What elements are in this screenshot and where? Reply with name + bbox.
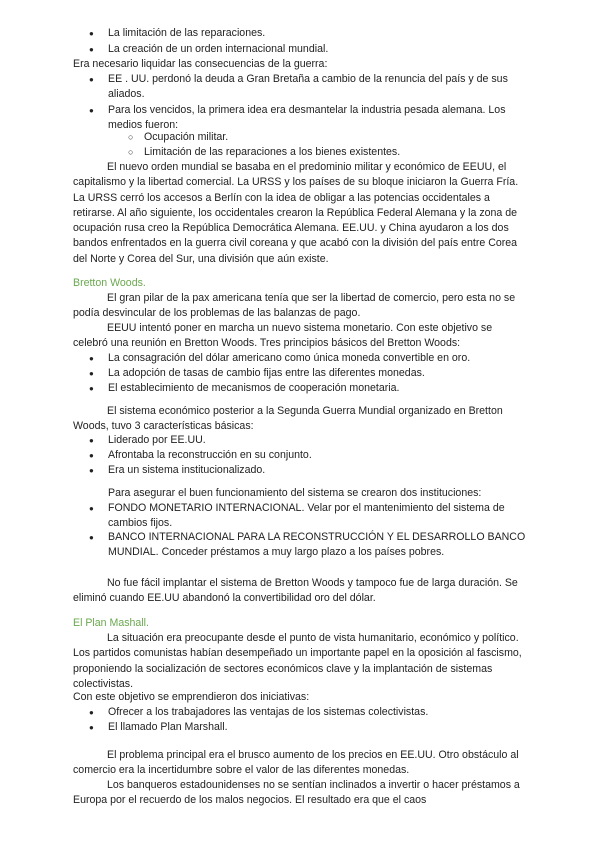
- initiative-bullet-ventajas: ● Ofrecer a los trabajadores las ventajas de los sistemas colectivistas.: [108, 705, 528, 720]
- characteristic-bullet-reconstruccion: ● Afrontaba la reconstrucción en su conjunto.: [108, 448, 528, 463]
- section-heading-plan-marshall: El Plan Mashall.: [73, 617, 149, 629]
- institution-bullet-banco-mundial: ● BANCO INTERNACIONAL PARA LA RECONSTRUCCIÓN Y EL DESARROLLO BANCO MUNDIAL. Conceder préstamos a muy largo plazo a los países pobres.: [108, 530, 528, 561]
- characteristic-bullet-institucionalizado: ● Era un sistema institucionalizado.: [108, 463, 528, 478]
- marshall-paragraph-2: El problema principal era el brusco aumento de los precios en EE.UU. Otro obstáculo al comercio era la incertidumbre sobre el valor de las diferentes monedas.: [73, 749, 519, 777]
- intro-bullet-reparaciones: ● La limitación de las reparaciones.: [108, 26, 528, 41]
- marshall-paragraph-3: Los banqueros estadounidenses no se sentían inclinados a invertir o hacer préstamos a Europa por el recuerdo de los malos negocios. El resultado era que el caos: [73, 779, 520, 807]
- war-consequences-intro: Era necesario liquidar las consecuencias de la guerra:: [73, 58, 328, 70]
- institutions-intro: Para asegurar el buen funcionamiento del sistema se crearon dos instituciones:: [108, 487, 482, 499]
- sub-bullet-ocupacion: ○ Ocupación militar.: [144, 130, 528, 145]
- bretton-paragraph-3: El sistema económico posterior a la Segunda Guerra Mundial organizado en Bretton Woods, tuvo 3 características básicas:: [73, 405, 503, 433]
- initiative-bullet-plan-marshall: ● El llamado Plan Marshall.: [108, 720, 528, 735]
- new-order-paragraph: El nuevo orden mundial se basaba en el predominio militar y económico de EEUU, el capitalismo y la libertad comercial. La URSS y los países de su bloque iniciaron la Guerra Fría. La URSS cerró los accesos a Berlín con la idea de obligar a las potencias occidentales a retirarse. Al año siguiente, los occidentales crearon la República Federal Alemana y la zona de ocupación rusa creo la República Democrática Alemana. EE.UU. y China ayudaron a los dos bandos enfrentados en la guerra civil coreana y que acabó con la división del país entre Corea del Norte y Corea del Sur, una división que aún existe.: [73, 161, 519, 265]
- principle-bullet-dolar: ● La consagración del dólar americano como única moneda convertible en oro.: [108, 351, 528, 366]
- sub-bullet-limitacion: ○ Limitación de las reparaciones a los bienes existentes.: [144, 145, 528, 160]
- bretton-paragraph-1: El gran pilar de la pax americana tenía que ser la libertad de comercio, pero esta no se podía desvincular de los problemas de las balanzas de pago.: [73, 292, 516, 320]
- principle-bullet-cooperacion: ● El establecimiento de mecanismos de cooperación monetaria.: [108, 381, 528, 396]
- initiatives-intro: Con este objetivo se emprendieron dos iniciativas:: [73, 691, 310, 703]
- war-bullet-deuda: ● EE . UU. perdonó la deuda a Gran Bretaña a cambio de la renuncia del país y de sus aliados.: [108, 72, 528, 103]
- bretton-paragraph-2: EEUU intentó poner en marcha un nuevo sistema monetario. Con este objetivo se celebró una reunión en Bretton Woods. Tres principios básicos del Bretton Woods:: [73, 322, 493, 350]
- section-heading-bretton-woods: Bretton Woods.: [73, 277, 146, 289]
- war-bullet-vencidos: ● Para los vencidos, la primera idea era desmantelar la industria pesada alemana. Los medios fueron:: [108, 103, 528, 134]
- marshall-paragraph-1: La situación era preocupante desde el punto de vista humanitario, económico y político. Los partidos comunistas habían desempeñado un importante papel en la oposición al fascismo, proponiendo la socialización de sectores económicos clave y la implantación de sistemas colectivistas.: [73, 632, 522, 690]
- institution-bullet-fmi: ● FONDO MONETARIO INTERNACIONAL. Velar por el mantenimiento del sistema de cambios fijos.: [108, 501, 528, 532]
- intro-bullet-orden-internacional: ● La creación de un orden internacional mundial.: [108, 42, 528, 57]
- principle-bullet-tasas: ● La adopción de tasas de cambio fijas entre las diferentes monedas.: [108, 366, 528, 381]
- characteristic-bullet-liderado: ● Liderado por EE.UU.: [108, 433, 528, 448]
- bretton-conclusion: No fue fácil implantar el sistema de Bretton Woods y tampoco fue de larga duración. Se eliminó cuando EE.UU abandonó la convertibilidad oro del dólar.: [73, 577, 518, 605]
